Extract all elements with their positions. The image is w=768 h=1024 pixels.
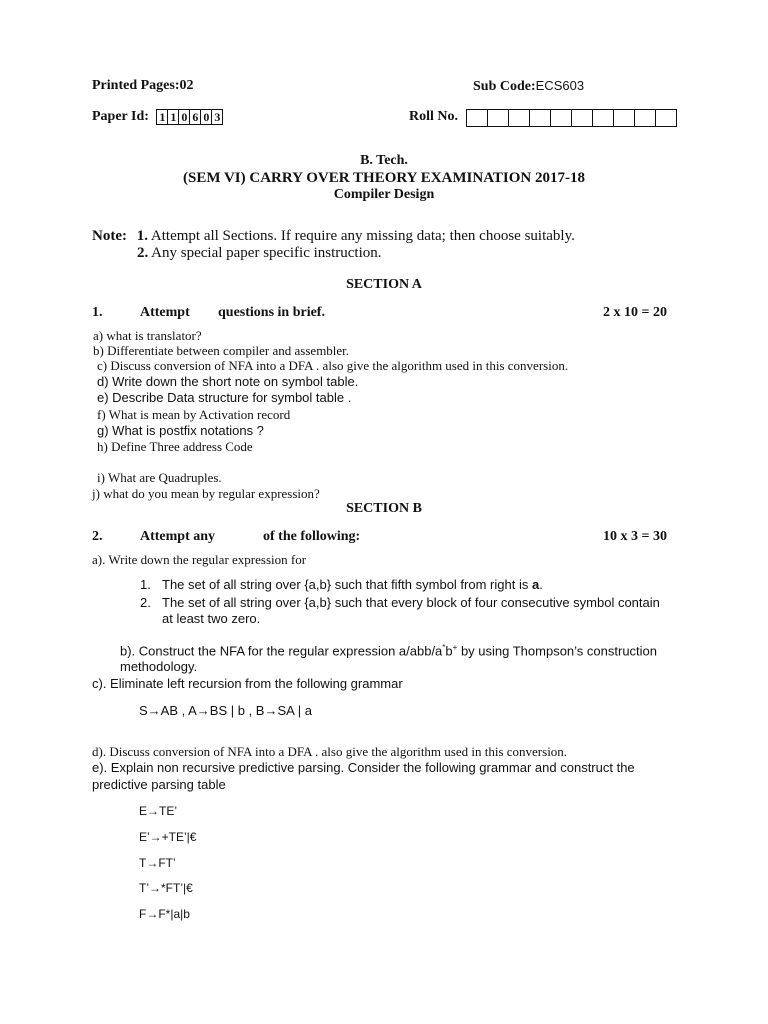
roll-box [656,110,676,126]
q2-c-intro: c). Eliminate left recursion from the following grammar [92,676,403,691]
q2-a-item-2-cont: at least two zero. [162,611,261,626]
note-num-2: 2. [137,245,149,261]
q1-item-g: g) What is postfix notations ? [97,423,264,438]
paper-id-digit: 1 [168,110,179,124]
q1-item-c: c) Discuss conversion of NFA into a DFA . also give the algorithm used in this conversion. [97,358,569,373]
q2-number: 2. [92,529,103,544]
q2-a-item-2-text: The set of all string over {a,b} such that every block of four consecutive symbol contain [162,595,660,610]
paper-id [92,109,223,125]
q2-b-line-2: methodology. [120,659,198,674]
q2-a-intro: a). Write down the regular expression for [92,552,307,567]
section-a-heading: SECTION A [346,277,422,292]
printed-pages: Printed Pages:02 [92,78,194,93]
sub-code-label: Sub Code: [473,79,536,94]
q2-instruction: of the following: [263,529,361,544]
q2-a-item-1-end: . [539,577,543,592]
q1-instruction: questions in brief. [218,305,325,320]
degree-title: B. Tech. [360,153,408,168]
grammar-rule: T’→*FT’|€ [139,881,193,895]
sub-code [473,78,584,95]
q1-item-b: b) Differentiate between compiler and assembler. [93,343,350,358]
paper-id-digit: 0 [179,110,190,124]
roll-box [551,110,572,126]
sub-code-value: ECS603 [535,78,585,93]
q2-marks: 10 x 3 = 30 [603,529,667,544]
note-line-1 [92,228,575,245]
grammar-rule: E→TE’ [139,804,178,818]
q2-b-text-mid: b [445,643,453,659]
roll-box [572,110,593,126]
q2-a-item-1 [140,577,543,592]
roll-number-boxes [466,109,677,131]
paper-id-boxes [156,109,223,125]
q1-attempt: Attempt [140,305,190,320]
paper-id-digit: 0 [201,110,212,124]
q1-number: 1. [92,305,103,320]
grammar-rule: T→FT’ [139,856,176,870]
q2-a-item-2 [140,595,660,610]
grammar-rule: F→F*|a|b [139,907,190,921]
note-text-1: Attempt all Sections. If require any missing data; then choose suitably. [147,228,575,244]
roll-box [509,110,530,126]
q2-b-text-pre: b). Construct the NFA for the regular expression a/abb/a [120,643,443,659]
roll-box [635,110,656,126]
q2-e-line-2: predictive parsing table [92,777,226,792]
q2-a-item-1-text: The set of all string over {a,b} such that fifth symbol from right is [162,577,532,592]
note-num-1: 1. [136,228,148,244]
list-number: 1. [140,577,151,592]
note-label: Note: [92,228,127,244]
q1-item-h: h) Define Three address Code [97,439,253,454]
q2-attempt: Attempt any [140,529,216,544]
q2-b-text-post: by using Thompson’s construction [457,643,658,659]
q2-d: d). Discuss conversion of NFA into a DFA . also give the algorithm used in this conversion. [92,744,568,759]
paper-id-label: Paper Id: [92,109,149,125]
q1-item-d: d) Write down the short note on symbol table. [97,374,359,389]
q2-a-item-1-bold: a [531,577,540,592]
note-line-2 [137,245,382,262]
q2-b-sup-star: * [442,643,446,652]
roll-box [467,110,488,126]
paper-id-digit: 3 [214,110,221,124]
q1-marks: 2 x 10 = 20 [603,305,667,320]
roll-box [614,110,635,126]
q1-item-f: f) What is mean by Activation record [97,407,291,422]
section-b-heading: SECTION B [346,501,422,516]
roll-box [488,110,509,126]
paper-id-digit: 6 [190,110,201,124]
note-text-2: Any special paper specific instruction. [148,245,382,261]
paper-id-digit: 1 [157,110,168,124]
roll-box [530,110,551,126]
q2-b-line-1 [120,643,657,658]
q1-item-e: e) Describe Data structure for symbol table . [97,390,352,405]
q2-b-sup-plus: + [452,643,458,652]
grammar-rule: E’→+TE’|€ [139,830,197,844]
roll-box [593,110,614,126]
q2-c-grammar: S→AB , A→BS | b , B→SA | a [139,703,312,718]
subject-title: Compiler Design [333,187,435,202]
q1-item-i: i) What are Quadruples. [97,470,222,485]
q1-item-j: j) what do you mean by regular expression? [92,486,320,501]
exam-title: (SEM VI) CARRY OVER THEORY EXAMINATION 2017-18 [182,170,586,186]
list-number: 2. [140,595,151,610]
q2-e-line-1: e). Explain non recursive predictive parsing. Consider the following grammar and construct the [92,760,635,775]
roll-label: Roll No. [409,109,458,124]
q1-item-a: a) what is translator? [93,328,202,343]
